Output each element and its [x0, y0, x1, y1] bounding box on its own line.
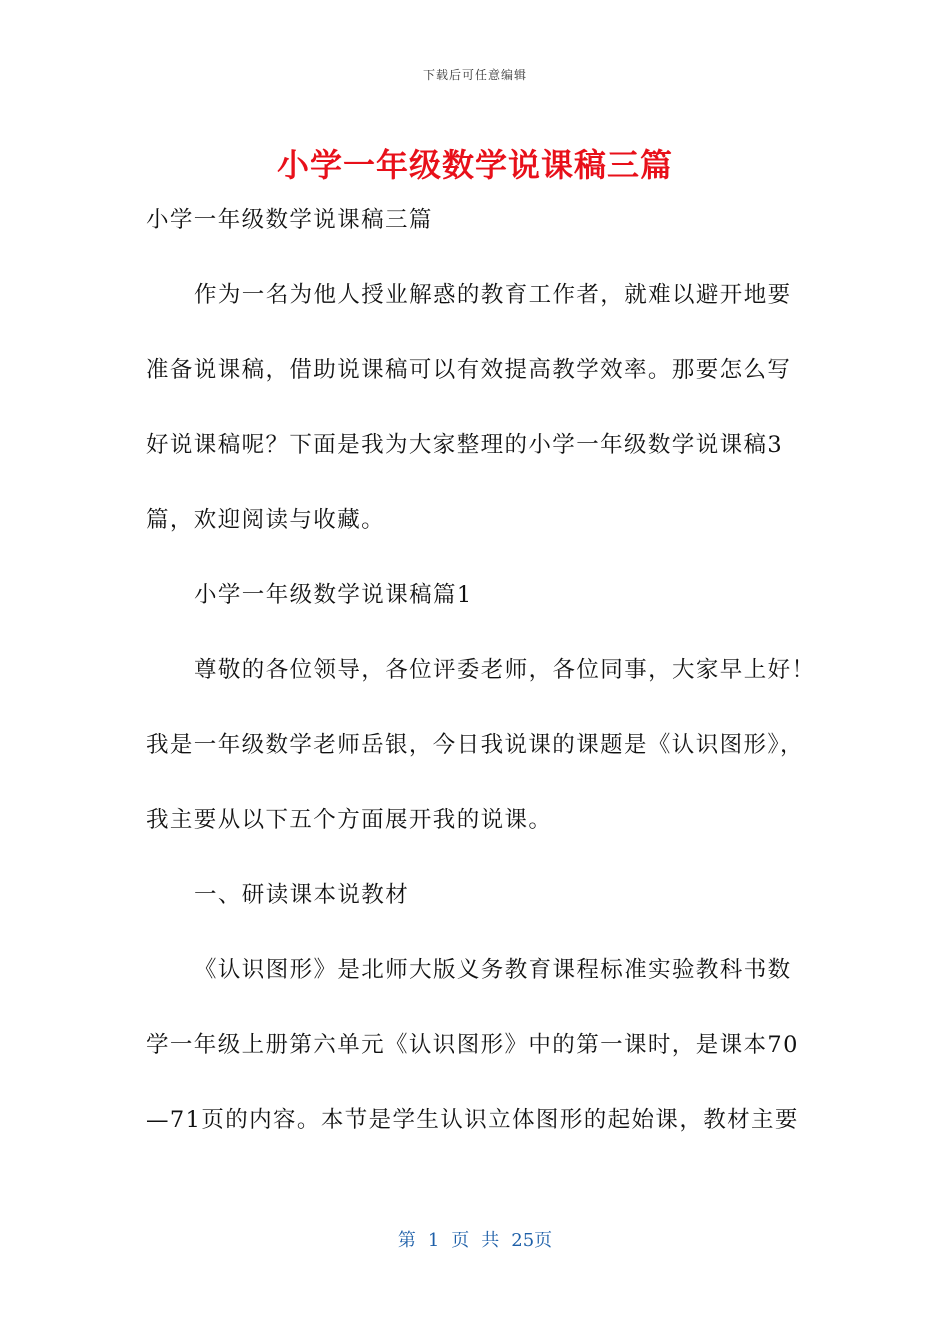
footer-prefix: 第 [397, 1230, 416, 1251]
body-line: —71页的内容。本节是学生认识立体图形的起始课，教材主要 [146, 1107, 799, 1133]
document-title: 小学一年级数学说课稿三篇 [276, 146, 673, 184]
body-line: 准备说课稿，借助说课稿可以有效提高教学效率。那要怎么写 [146, 357, 792, 383]
footer-total-pages: 25页 [511, 1230, 553, 1251]
section-heading: 小学一年级数学说课稿篇1 [194, 582, 473, 608]
page-number-footer [0, 1226, 950, 1252]
body-line: 我主要从以下五个方面展开我的说课。 [146, 807, 553, 833]
body-line: 作为一名为他人授业解惑的教育工作者，就难以避开地要 [194, 282, 792, 308]
body-line: 《认识图形》是北师大版义务教育课程标准实验教科书数 [194, 957, 792, 983]
body-line: 我是一年级数学老师岳银，今日我说课的课题是《认识图形》， [146, 732, 804, 758]
document-body [146, 196, 816, 1171]
section-heading: 一、研读课本说教材 [194, 882, 410, 908]
body-line: 学一年级上册第六单元《认识图形》中的第一课时，是课本70 [146, 1032, 799, 1058]
body-line: 好说课稿呢？下面是我为大家整理的小学一年级数学说课稿3 [146, 432, 784, 458]
body-line: 小学一年级数学说课稿三篇 [146, 207, 433, 233]
body-line: 篇，欢迎阅读与收藏。 [146, 507, 386, 533]
footer-page-word: 页 [451, 1230, 470, 1251]
footer-current-page: 1 [427, 1230, 440, 1251]
body-line: 尊敬的各位领导，各位评委老师，各位同事，大家早上好！ [194, 657, 816, 683]
header-note: 下载后可任意编辑 [422, 68, 527, 82]
footer-total-word: 共 [481, 1230, 500, 1251]
